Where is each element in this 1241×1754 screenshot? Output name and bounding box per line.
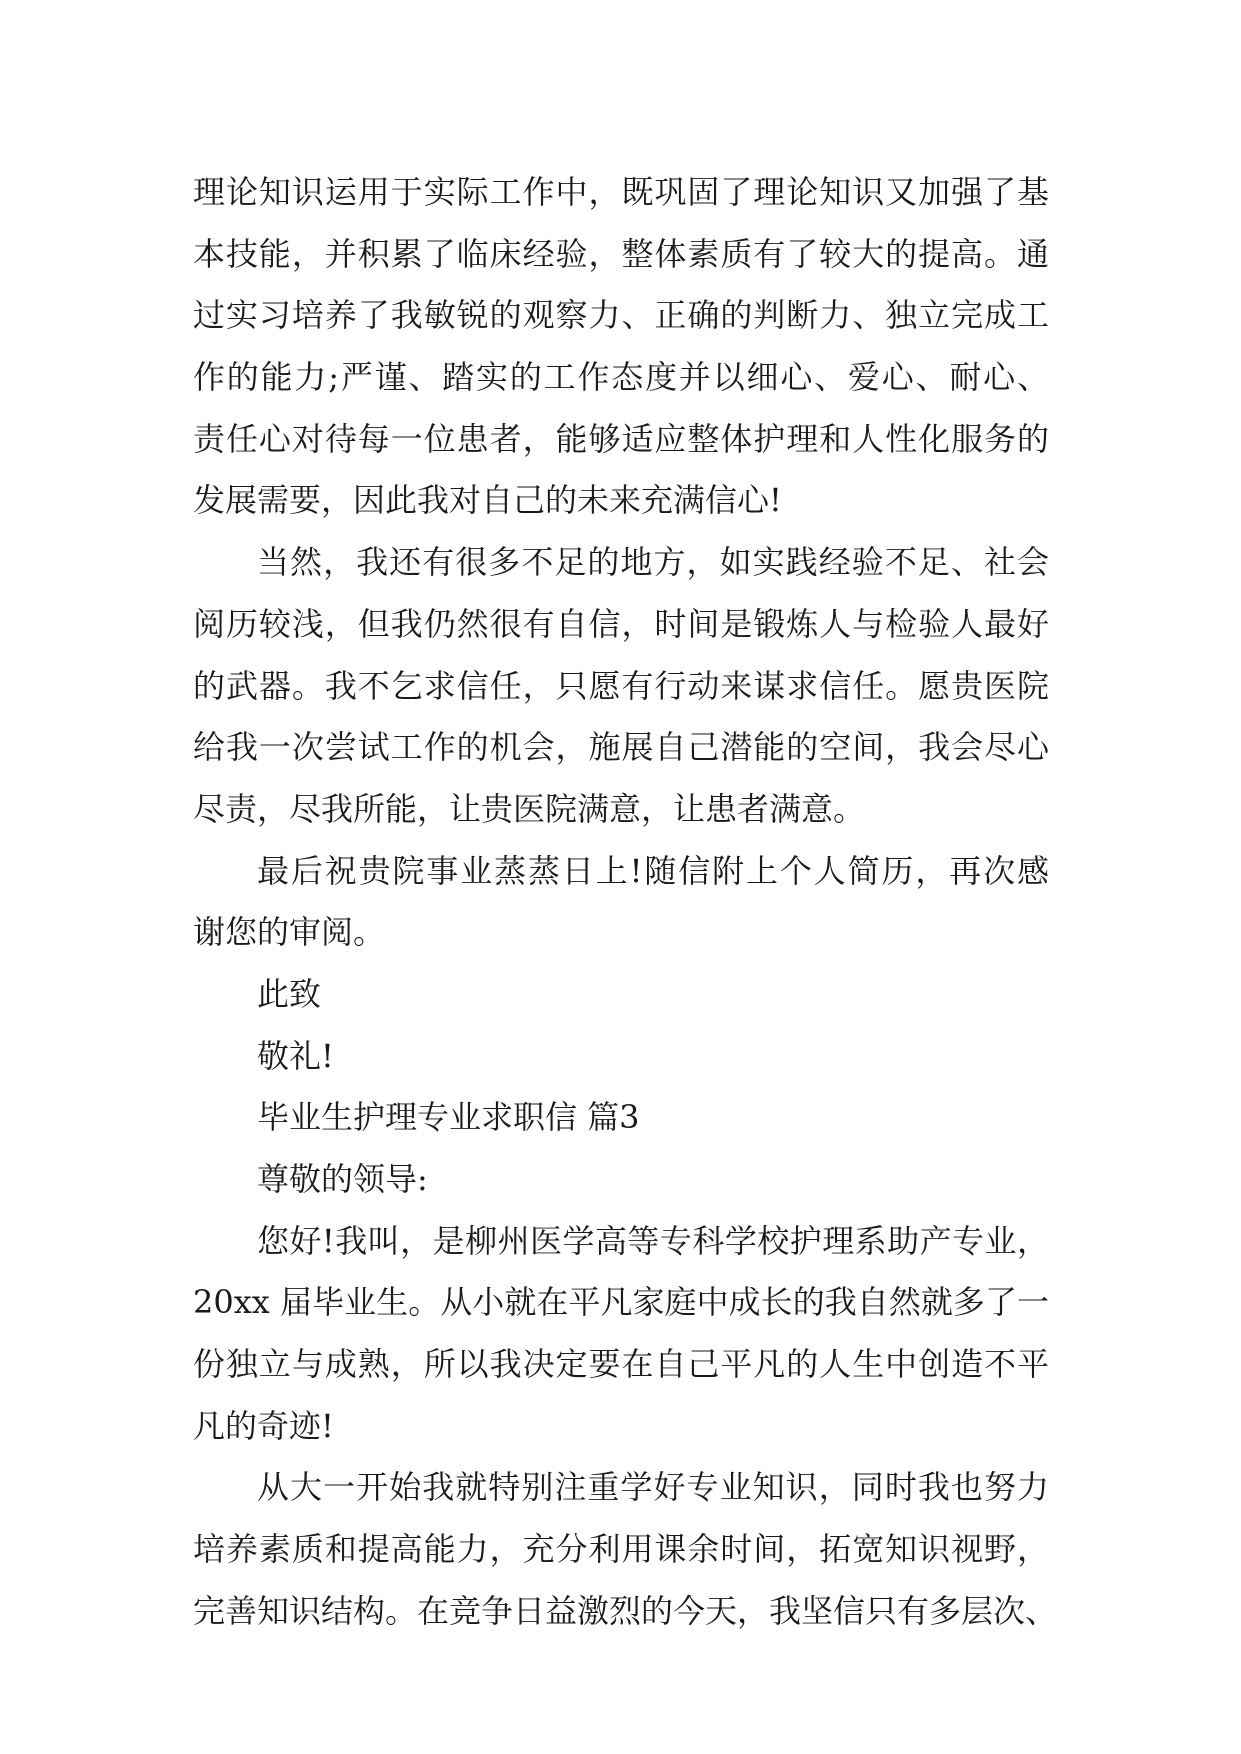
text-line: 作的能力;严谨、踏实的工作态度并以细心、爱心、耐心、 xyxy=(193,358,1049,397)
text-line: 的武器。我不乞求信任，只愿有行动来谋求信任。愿贵医院 xyxy=(193,666,1049,705)
text-line: 阅历较浅，但我仍然很有自信，时间是锻炼人与检验人最好 xyxy=(193,604,1049,643)
text-line: 理论知识运用于实际工作中，既巩固了理论知识又加强了基 xyxy=(193,173,1049,211)
text-line: 尽责，尽我所能，让贵医院满意，让患者满意。 xyxy=(193,789,866,828)
text-line: 责任心对待每一位患者，能够适应整体护理和人性化服务的 xyxy=(193,419,1049,458)
section-title: 毕业生护理专业求职信 篇3 xyxy=(257,1098,640,1137)
text-line: 凡的奇迹! xyxy=(193,1406,334,1445)
greeting: 尊敬的领导: xyxy=(257,1160,428,1198)
text-line: 份独立与成熟，所以我决定要在自己平凡的人生中创造不平 xyxy=(193,1345,1049,1384)
text-line: 谢您的审阅。 xyxy=(193,913,386,952)
text-line: 过实习培养了我敏锐的观察力、正确的判断力、独立完成工 xyxy=(193,296,1049,335)
closing-regards: 敬礼! xyxy=(257,1036,334,1075)
text-line: 给我一次尝试工作的机会，施展自己潜能的空间，我会尽心 xyxy=(193,728,1049,767)
text-line: 当然，我还有很多不足的地方，如实践经验不足、社会 xyxy=(257,543,1049,582)
letter-body xyxy=(193,162,1058,1643)
text-line: 20xx 届毕业生。从小就在平凡家庭中成长的我自然就多了一 xyxy=(193,1283,1049,1322)
text-line: 从大一开始我就特别注重学好专业知识，同时我也努力 xyxy=(257,1468,1049,1507)
text-line: 本技能，并积累了临床经验，整体素质有了较大的提高。通 xyxy=(193,234,1049,273)
text-line: 完善知识结构。在竞争日益激烈的今天，我坚信只有多层次、 xyxy=(193,1591,1058,1630)
text-line: 发展需要，因此我对自己的未来充满信心! xyxy=(193,481,782,520)
text-line: 您好!我叫，是柳州医学高等专科学校护理系助产专业， xyxy=(257,1221,1049,1260)
closing-salutation: 此致 xyxy=(257,974,322,1013)
text-line: 最后祝贵院事业蒸蒸日上!随信附上个人简历，再次感 xyxy=(257,851,1049,890)
text-line: 培养素质和提高能力，充分利用课余时间，拓宽知识视野， xyxy=(193,1530,1049,1569)
